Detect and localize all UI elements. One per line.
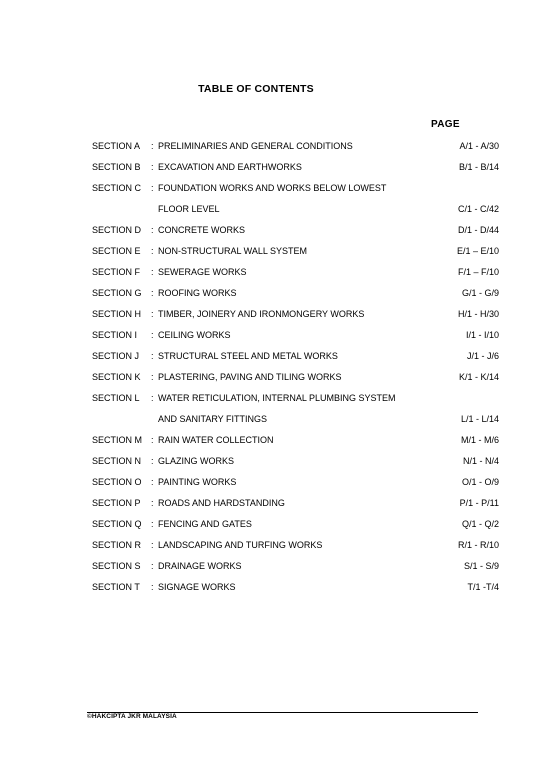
- toc-separator: :: [151, 519, 154, 529]
- toc-page-range: T/1 -T/4: [467, 582, 499, 592]
- toc-entry: [0, 286, 542, 300]
- toc-entry-title: EXCAVATION AND EARTHWORKS: [158, 162, 302, 172]
- toc-separator: :: [151, 582, 154, 592]
- toc-entry: [0, 181, 542, 195]
- toc-page-range: A/1 - A/30: [459, 141, 499, 151]
- toc-separator: :: [151, 351, 154, 361]
- toc-page-range: J/1 - J/6: [466, 351, 499, 361]
- toc-page-range: N/1 - N/4: [462, 456, 499, 466]
- toc-entry-title: STRUCTURAL STEEL AND METAL WORKS: [158, 351, 338, 361]
- toc-page-range: K/1 - K/14: [458, 372, 499, 382]
- toc-entry-title: FLOOR LEVEL: [158, 204, 220, 214]
- toc-section-label: SECTION M: [92, 435, 143, 445]
- toc-section-label: SECTION I: [92, 330, 138, 340]
- toc-separator: :: [151, 330, 154, 340]
- toc-entry: [0, 454, 542, 468]
- toc-section-label: SECTION O: [92, 477, 142, 487]
- toc-separator: :: [151, 456, 154, 466]
- toc-section-label: SECTION N: [92, 456, 142, 466]
- toc-separator: :: [151, 288, 154, 298]
- toc-entry: [0, 265, 542, 279]
- page-title: TABLE OF CONTENTS: [198, 83, 314, 95]
- toc-entry-title: RAIN WATER COLLECTION: [158, 435, 274, 445]
- toc-page-range: F/1 – F/10: [457, 267, 499, 277]
- toc-page-range: M/1 - M/6: [460, 435, 499, 445]
- toc-entry: [0, 391, 542, 405]
- toc-entry: [0, 244, 542, 258]
- toc-page-range: E/1 – E/10: [456, 246, 499, 256]
- toc-entry-title: WATER RETICULATION, INTERNAL PLUMBING SYSTEM: [158, 393, 396, 403]
- toc-section-label: SECTION K: [92, 372, 141, 382]
- toc-section-label: SECTION T: [92, 582, 140, 592]
- toc-separator: :: [151, 540, 154, 550]
- toc-entry-title: CEILING WORKS: [158, 330, 231, 340]
- toc-entry-title: LANDSCAPING AND TURFING WORKS: [158, 540, 323, 550]
- toc-separator: :: [151, 162, 154, 172]
- toc-page-range: Q/1 - Q/2: [461, 519, 499, 529]
- toc-page-range: L/1 - L/14: [460, 414, 499, 424]
- toc-section-label: SECTION J: [92, 351, 140, 361]
- toc-entry: [0, 307, 542, 321]
- toc-section-label: SECTION G: [92, 288, 142, 298]
- toc-separator: :: [151, 435, 154, 445]
- toc-entry-title: PAINTING WORKS: [158, 477, 237, 487]
- page-column-header: PAGE: [431, 119, 460, 130]
- toc-separator: :: [151, 477, 154, 487]
- toc-entry-title: DRAINAGE WORKS: [158, 561, 242, 571]
- toc-page-range: O/1 - O/9: [461, 477, 499, 487]
- toc-entry-title: FENCING AND GATES: [158, 519, 252, 529]
- toc-separator: :: [151, 141, 154, 151]
- toc-separator: :: [151, 393, 154, 403]
- toc-entry-title: FOUNDATION WORKS AND WORKS BELOW LOWEST: [158, 183, 387, 193]
- toc-entry-title: AND SANITARY FITTINGS: [158, 414, 268, 424]
- toc-page-range: G/1 - G/9: [461, 288, 499, 298]
- toc-entry-title: ROADS AND HARDSTANDING: [158, 498, 285, 508]
- toc-entry: [0, 412, 542, 426]
- toc-separator: :: [151, 267, 154, 277]
- toc-separator: :: [151, 498, 154, 508]
- toc-entry: [0, 538, 542, 552]
- toc-entry: [0, 517, 542, 531]
- toc-section-label: SECTION E: [92, 246, 141, 256]
- toc-page-range: I/1 - I/10: [465, 330, 499, 340]
- toc-separator: :: [151, 183, 154, 193]
- toc-section-label: SECTION L: [92, 393, 140, 403]
- toc-page-range: H/1 - H/30: [457, 309, 499, 319]
- toc-entry-title: NON-STRUCTURAL WALL SYSTEM: [158, 246, 308, 256]
- footer-copyright: ©HAKCIPTA JKR MALAYSIA: [87, 713, 177, 720]
- toc-entry-title: PRELIMINARIES AND GENERAL CONDITIONS: [158, 141, 353, 151]
- toc-section-label: SECTION B: [92, 162, 141, 172]
- toc-page-range: D/1 - D/44: [457, 225, 499, 235]
- toc-separator: :: [151, 246, 154, 256]
- toc-entry-title: GLAZING WORKS: [158, 456, 235, 466]
- toc-entry-title: CONCRETE WORKS: [158, 225, 246, 235]
- toc-entry-title: TIMBER, JOINERY AND IRONMONGERY WORKS: [158, 309, 365, 319]
- toc-page-range: P/1 - P/11: [459, 498, 499, 508]
- toc-entry: [0, 580, 542, 594]
- toc-entry: [0, 160, 542, 174]
- toc-separator: :: [151, 225, 154, 235]
- toc-entry: [0, 202, 542, 216]
- toc-page-range: S/1 - S/9: [463, 561, 499, 571]
- toc-entry: [0, 223, 542, 237]
- toc-entry: [0, 433, 542, 447]
- toc-entry: [0, 496, 542, 510]
- toc-entry: [0, 328, 542, 342]
- toc-entry: [0, 139, 542, 153]
- toc-separator: :: [151, 372, 154, 382]
- toc-section-label: SECTION C: [92, 183, 142, 193]
- toc-page-range: C/1 - C/42: [457, 204, 499, 214]
- toc-separator: :: [151, 309, 154, 319]
- toc-entry-title: SIGNAGE WORKS: [158, 582, 236, 592]
- toc-section-label: SECTION F: [92, 267, 141, 277]
- toc-section-label: SECTION D: [92, 225, 142, 235]
- toc-entry: [0, 475, 542, 489]
- toc-section-label: SECTION P: [92, 498, 141, 508]
- toc-page-range: R/1 - R/10: [457, 540, 499, 550]
- toc-entry: [0, 349, 542, 363]
- toc-entry-title: PLASTERING, PAVING AND TILING WORKS: [158, 372, 342, 382]
- toc-entry-title: SEWERAGE WORKS: [158, 267, 247, 277]
- toc-separator: :: [151, 561, 154, 571]
- toc-section-label: SECTION Q: [92, 519, 142, 529]
- toc-section-label: SECTION H: [92, 309, 142, 319]
- toc-section-label: SECTION R: [92, 540, 142, 550]
- toc-section-label: SECTION S: [92, 561, 141, 571]
- toc-page-range: B/1 - B/14: [458, 162, 499, 172]
- toc-section-label: SECTION A: [92, 141, 141, 151]
- toc-entry: [0, 559, 542, 573]
- toc-entry-title: ROOFING WORKS: [158, 288, 237, 298]
- toc-entry: [0, 370, 542, 384]
